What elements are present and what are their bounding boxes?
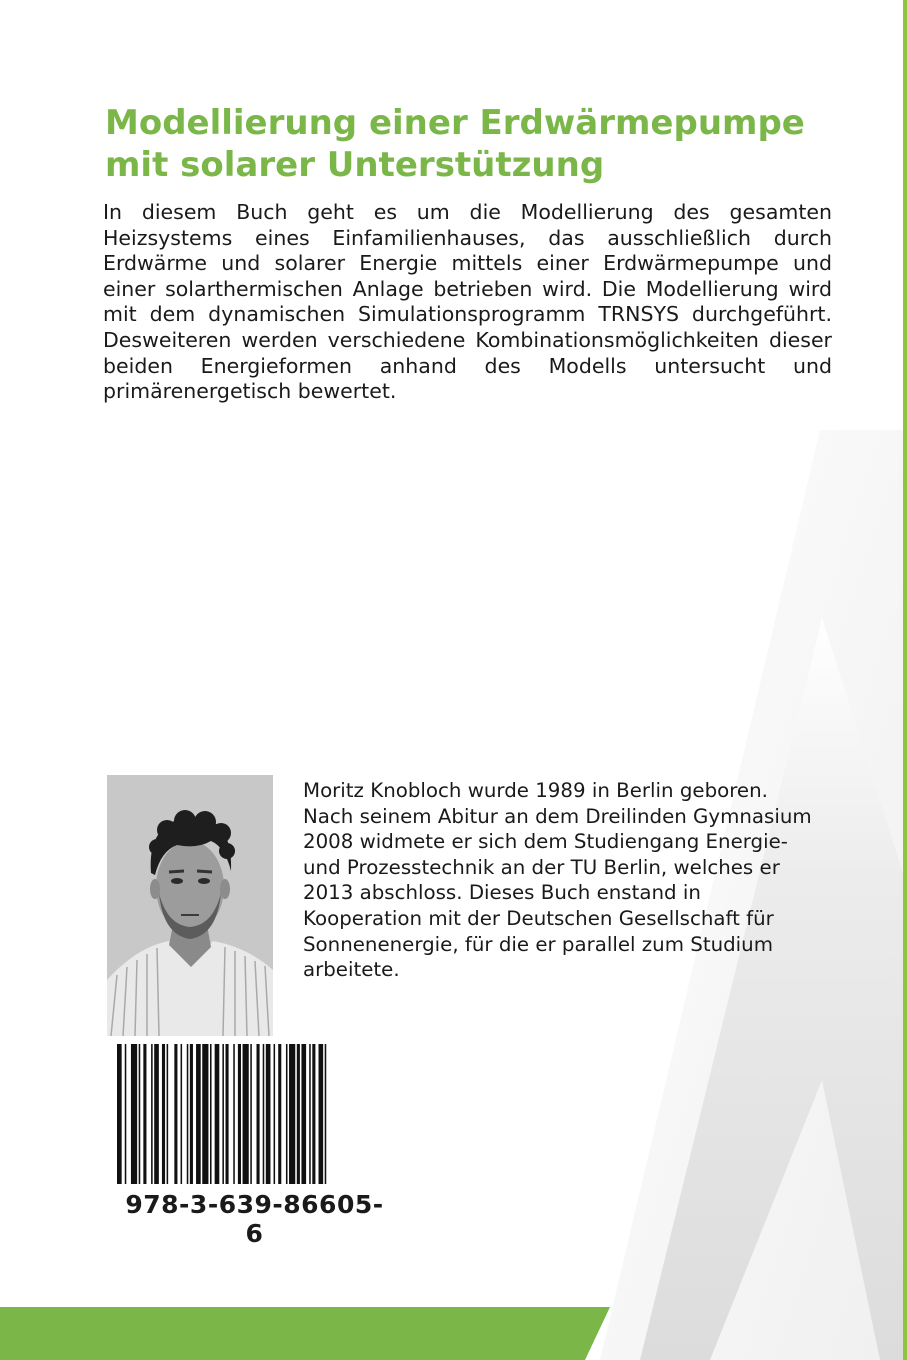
- bio-line: 2008 widmete er sich dem Studiengang Energie-: [303, 830, 788, 854]
- barcode-bar: [215, 1044, 220, 1184]
- barcode-bar: [226, 1044, 229, 1184]
- barcode-bar: [167, 1044, 169, 1184]
- barcode-bar: [187, 1044, 189, 1184]
- barcode-bar: [139, 1044, 141, 1184]
- bio-line: arbeitete.: [303, 958, 400, 982]
- barcode-bar: [257, 1044, 260, 1184]
- barcode-bar: [274, 1044, 276, 1184]
- bio-line: und Prozesstechnik an der TU Berlin, welches er: [303, 855, 780, 879]
- barcode-bar: [319, 1044, 324, 1184]
- barcode-bar: [125, 1044, 127, 1184]
- barcode-bar: [312, 1044, 315, 1184]
- barcode-bar: [222, 1044, 224, 1184]
- bio-line: Kooperation mit der Deutschen Gesellschaft für: [303, 906, 774, 930]
- barcode-bar: [289, 1044, 295, 1184]
- barcode-bar: [190, 1044, 193, 1184]
- barcode-bar: [181, 1044, 183, 1184]
- barcode: [117, 1044, 392, 1184]
- barcode-bar: [162, 1044, 165, 1184]
- barcode-bar: [278, 1044, 281, 1184]
- bio-line: Nach seinem Abitur an dem Dreilinden Gymnasium: [303, 804, 812, 828]
- barcode-bar: [151, 1044, 153, 1184]
- book-title: [105, 102, 825, 186]
- barcode-bar: [243, 1044, 249, 1184]
- isbn-number: 978-3-639-86605-6: [125, 1190, 384, 1248]
- barcode-bar: [297, 1044, 300, 1184]
- bio-line: Sonnenenergie, für die er parallel zum Studium: [303, 932, 773, 956]
- author-photo: [107, 775, 273, 1036]
- title-line-1: Modellierung einer Erdwärmepumpe: [105, 103, 805, 143]
- barcode-bar: [174, 1044, 177, 1184]
- barcode-bar: [131, 1044, 137, 1184]
- bio-line: 2013 abschloss. Dieses Buch enstand in: [303, 881, 701, 905]
- barcode-bar: [238, 1044, 241, 1184]
- barcode-bar: [286, 1044, 288, 1184]
- author-bio: [303, 778, 838, 983]
- barcode-bar: [250, 1044, 252, 1184]
- barcode-bar: [263, 1044, 265, 1184]
- author-portrait-illustration: [107, 775, 273, 1036]
- barcode-bar: [309, 1044, 311, 1184]
- bio-line: Moritz Knobloch wurde 1989 in Berlin geboren.: [303, 779, 768, 802]
- green-band: [0, 1307, 610, 1360]
- green-edge-stripe: [903, 0, 907, 1360]
- barcode-bar: [143, 1044, 146, 1184]
- barcode-bar: [266, 1044, 271, 1184]
- barcode-bar: [233, 1044, 235, 1184]
- barcode-bar: [301, 1044, 306, 1184]
- book-description: In diesem Buch geht es um die Modellierung des gesamten Heizsystems eines Einfamilienhauses, das ausschließlich durch Erdwärme und solarer Energie mittels einer Erdwärmepumpe und einer solarthermischen Anlage betrieben wird. Die Modellierung wird mit dem dynamischen Simulationsprogramm TRNSYS durchgeführt. Desweiteren werden verschiedene Kombinationsmöglichkeiten dieser beiden Energieformen anhand des Modells untersucht und primärenergetisch bewertet.: [103, 200, 832, 404]
- barcode-bar: [210, 1044, 212, 1184]
- title-line-2: mit solarer Unterstützung: [105, 145, 605, 185]
- barcode-bar: [202, 1044, 208, 1184]
- barcode-bar: [117, 1044, 122, 1184]
- barcode-bar: [154, 1044, 159, 1184]
- barcode-bar: [325, 1044, 327, 1184]
- barcode-bar: [196, 1044, 201, 1184]
